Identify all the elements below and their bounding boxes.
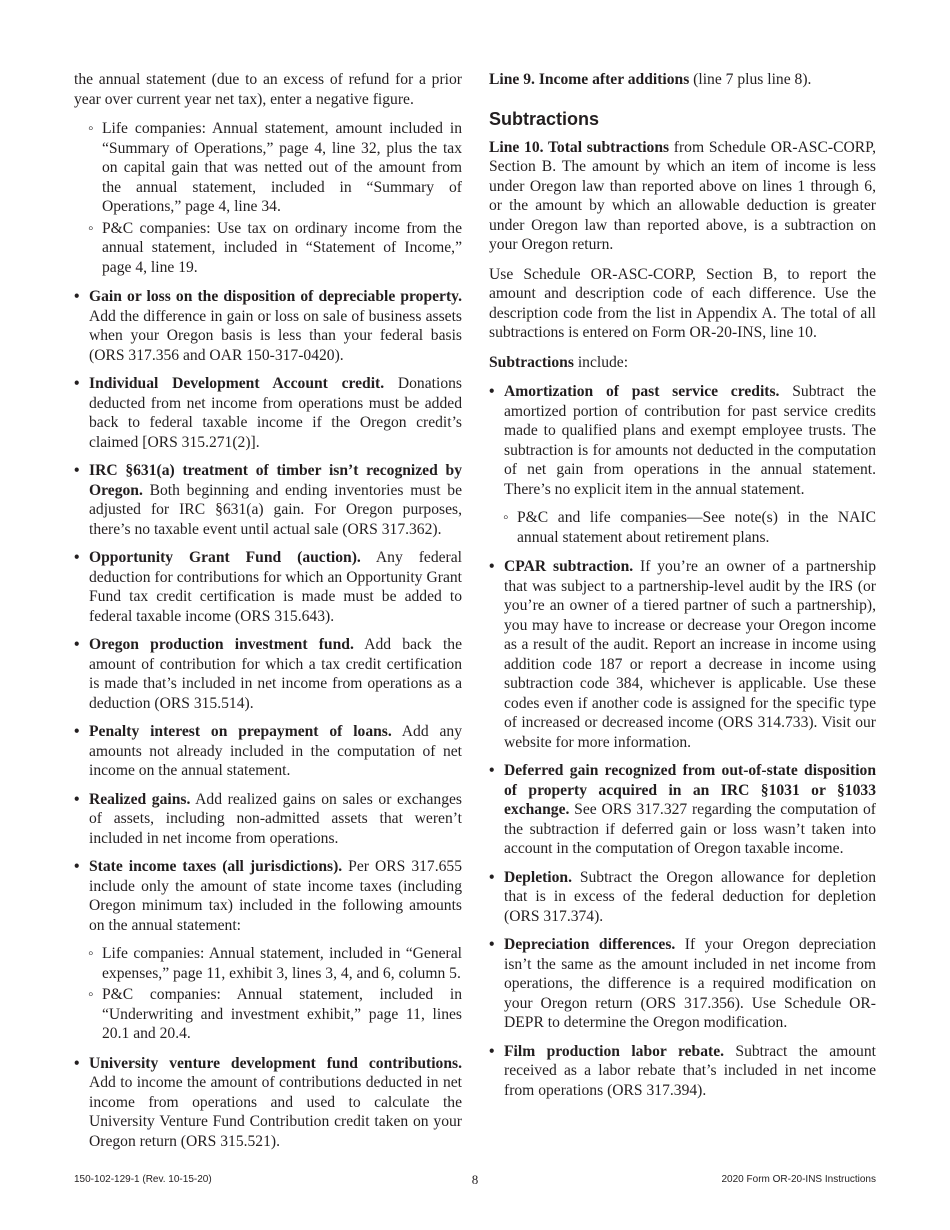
footer-page-number: 8 (471, 1172, 479, 1187)
state-taxes-sub-list (74, 944, 462, 1044)
use-schedule-paragraph: Use Schedule OR-ASC-CORP, Section B, to report the amount and description code of each difference. Use the description code from the list in Appendix A. The total of all subtractions is entered on Form OR-20-INS, line 10. (489, 265, 876, 341)
sub-list-item: ◦ P&C companies: Use tax on ordinary income from the annual statement, included in “Statement of Income,” page 4, line 19. (74, 219, 462, 278)
sub-list-item: ◦ Life companies: Annual statement, amount included in “Summary of Operations,” page 4, line 32, plus the tax on capital gain that was netted out of the amount from the annual statement, included in “Summary of Operations,” page 4, line 34. (74, 119, 462, 217)
footer-title: 2020 Form OR-20-INS Instructions (721, 1174, 876, 1185)
right-column (489, 70, 876, 1109)
bullet-oregon-production-investment: • Oregon production investment fund. Add back the amount of contribution for which a tax credit certification is made that’s included in net income from operations as a deduction (ORS 315.514). (74, 635, 462, 713)
bullet-realized-gains: • Realized gains. Add realized gains on sales or exchanges of assets, including non-admitted assets that weren’t included in net income from operations. (74, 790, 462, 849)
bullet-amortization-past-service: • Amortization of past service credits. Subtract the amortized portion of contribution for past service credits made to qualified plans and exempt employee trusts. The subtraction is for amounts not deducted in the computation of net gain from operations in the annual statement. There’s no explicit item in the annual statement. (489, 382, 876, 499)
line9-paragraph: Line 9. Income after additions (line 7 plus line 8). (489, 71, 812, 88)
amortization-sub-list (489, 508, 876, 547)
bullet-depreciation-differences: • Depreciation differences. If your Oregon depreciation isn’t the same as the amount included in net income from operations, the difference is a required modification on your Oregon return (ORS 317.356). Use Schedule OR-DEPR to determine the Oregon modification. (489, 935, 876, 1033)
bullet-irc-631a-timber: • IRC §631(a) treatment of timber isn’t recognized by Oregon. Both beginning and ending inventories must be adjusted for IRC §631(a) gain. For Oregon purposes, there’s no taxable event until actual sale (ORS 317.362). (74, 461, 462, 539)
intro-sub-list (74, 119, 462, 277)
bullet-university-venture-fund: • University venture development fund contributions. Add to income the amount of contributions deducted in net income from operations and used to calculate the University Venture Fund Contribution credit taken on your Oregon return (ORS 315.521). (74, 1054, 462, 1152)
bullet-deferred-gain: • Deferred gain recognized from out-of-state disposition of property acquired in an IRC §1031 or §1033 exchange. See ORS 317.327 regarding the computation of the subtraction if deferred gain or loss wasn’t taken into account in the computation of Oregon taxable income. (489, 761, 876, 859)
left-column (74, 70, 462, 1160)
sub-list-item: ◦ Life companies: Annual statement, included in “General expenses,” page 11, exhibit 3, lines 3, 4, and 6, column 5. (74, 944, 462, 983)
line10-paragraph: Line 10. Total subtractions from Schedule OR-ASC-CORP, Section B. The amount by which an item of income is less under Oregon law than reported above on lines 1 through 6, or the amount by which an allowable deduction is greater under Oregon law than reported above, is a subtraction on your Oregon return. (489, 138, 876, 253)
bullet-state-income-taxes: • State income taxes (all jurisdictions). Per ORS 317.655 include only the amount of state income taxes (including Oregon minimum tax) included in the following amounts on the annual statement: (74, 857, 462, 935)
bullet-cpar-subtraction: • CPAR subtraction. If you’re an owner of a partnership that was subject to a partnership-level audit by the IRS (or you’re an owner of a tiered partner of such a partnership), you may have to increase or decrease your Oregon income as a result of the audit. Report an increase in income using addition code 187 or report a decrease in income using subtraction code 384, whichever is applicable. Use these codes even if another code is assigned for the specific type of increased or decreased income (ORS 314.733). Visit our website for more information. (489, 557, 876, 752)
bullet-film-production-rebate: • Film production labor rebate. Subtract the amount received as a labor rebate that’s included in net income from operations (ORS 317.394). (489, 1042, 876, 1101)
bullet-ida-credit: • Individual Development Account credit. Donations deducted from net income from operations must be added back to federal taxable income if the Oregon credit’s claimed [ORS 315.271(2)]. (74, 374, 462, 452)
subtractions-heading: Subtractions (489, 108, 600, 129)
bullet-depletion: • Depletion. Subtract the Oregon allowance for depletion that is in excess of the federal deduction for depletion (ORS 317.374). (489, 868, 876, 927)
bullet-penalty-interest: • Penalty interest on prepayment of loans. Add any amounts not already included in the computation of net income on the annual statement. (74, 722, 462, 781)
intro-paragraph: the annual statement (due to an excess of refund for a prior year over current year net tax), enter a negative figure. (74, 71, 462, 108)
bullet-opportunity-grant-fund: • Opportunity Grant Fund (auction). Any federal deduction for contributions for which an Opportunity Grant Fund tax credit certification is made must be added to federal taxable income (ORS 315.643). (74, 548, 462, 626)
sub-list-item: ◦ P&C and life companies—See note(s) in the NAIC annual statement about retirement plans. (489, 508, 876, 547)
footer-form-number: 150-102-129-1 (Rev. 10-15-20) (74, 1174, 212, 1185)
bullet-gain-loss-depreciable: • Gain or loss on the disposition of depreciable property. Add the difference in gain or loss on sale of business assets when your Oregon basis is less than your federal basis (ORS 317.356 and OAR 150-317-0420). (74, 287, 462, 365)
sub-list-item: ◦ P&C companies: Annual statement, included in “Underwriting and investment exhibit,” page 11, lines 20.1 and 20.4. (74, 985, 462, 1044)
subtractions-include: Subtractions include: (489, 353, 629, 371)
